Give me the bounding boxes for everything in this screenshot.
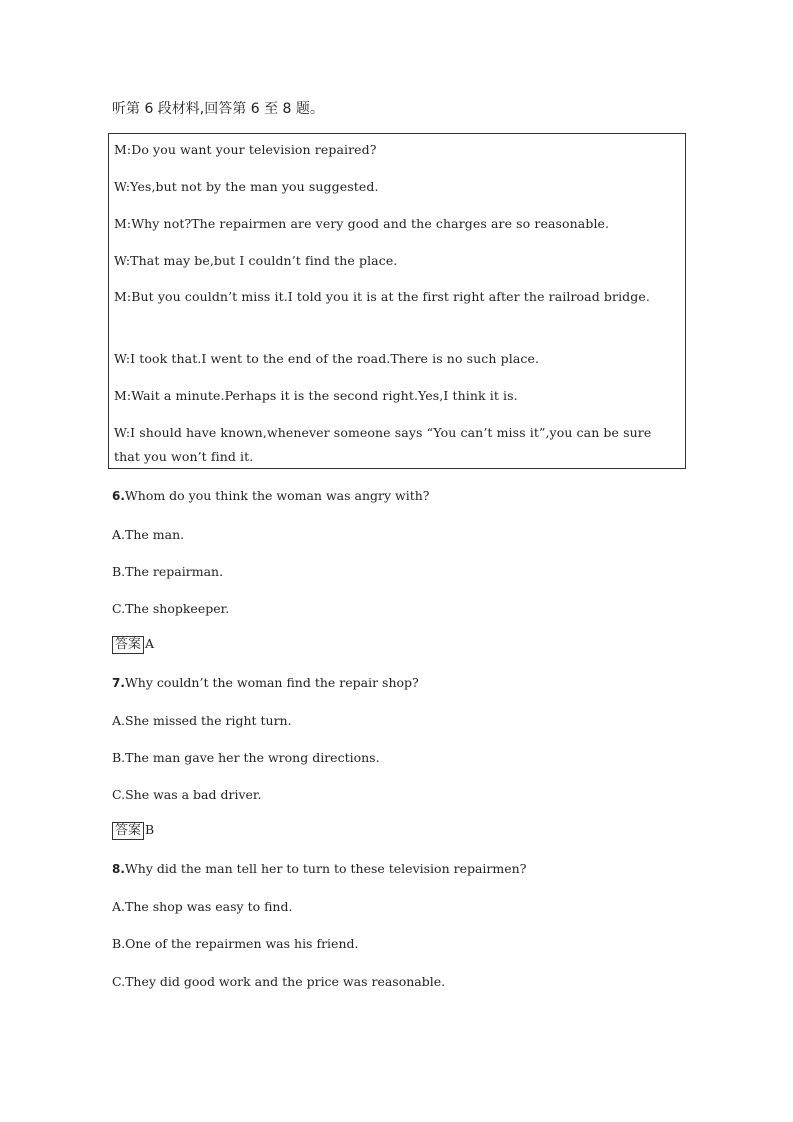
question-number: 8.	[112, 862, 125, 876]
answer-7	[112, 822, 154, 840]
dialogue-line: M:Why not?The repairmen are very good and the charges are so reasonable.	[114, 216, 610, 231]
option-6c: C.The shopkeeper.	[112, 601, 230, 616]
option-8c: C.They did good work and the price was reasonable.	[112, 974, 446, 989]
answer-label: 答案	[112, 822, 144, 840]
option-7c: C.She was a bad driver.	[112, 787, 262, 802]
option-7a: A.She missed the right turn.	[112, 713, 292, 728]
dialogue-line: W:I should have known,whenever someone says “You can’t miss it”,you can be sure that you won’t find it.	[114, 425, 652, 464]
option-8b: B.One of the repairmen was his friend.	[112, 936, 359, 951]
question-text: Whom do you think the woman was angry with?	[124, 488, 430, 503]
answer-value: B	[145, 822, 155, 837]
question-8	[112, 861, 526, 876]
dialogue-box	[108, 133, 686, 469]
answer-label: 答案	[112, 636, 144, 654]
option-8a: A.The shop was easy to find.	[112, 899, 293, 914]
question-text: Why did the man tell her to turn to these television repairmen?	[124, 861, 527, 876]
dialogue-line: M:Wait a minute.Perhaps it is the second right.Yes,I think it is.	[114, 388, 518, 403]
question-text: Why couldn’t the woman find the repair shop?	[124, 675, 419, 690]
option-6b: B.The repairman.	[112, 564, 224, 579]
dialogue-line: M:But you couldn’t miss it.I told you it is at the first right after the railroad bridge.	[114, 289, 650, 304]
question-7	[112, 675, 419, 690]
dialogue-line: W:I took that.I went to the end of the road.There is no such place.	[114, 351, 540, 366]
question-6	[112, 488, 429, 503]
question-number: 7.	[112, 676, 125, 690]
question-number: 6.	[112, 489, 125, 503]
option-7b: B.The man gave her the wrong directions.	[112, 750, 380, 765]
dialogue-line: M:Do you want your television repaired?	[114, 142, 377, 157]
section-heading: 听第 6 段材料,回答第 6 至 8 题。	[112, 101, 324, 117]
answer-value: A	[145, 636, 155, 651]
answer-6	[112, 636, 154, 654]
dialogue-line: W:That may be,but I couldn’t find the place.	[114, 253, 398, 268]
option-6a: A.The man.	[112, 527, 185, 542]
dialogue-line: W:Yes,but not by the man you suggested.	[114, 179, 379, 194]
